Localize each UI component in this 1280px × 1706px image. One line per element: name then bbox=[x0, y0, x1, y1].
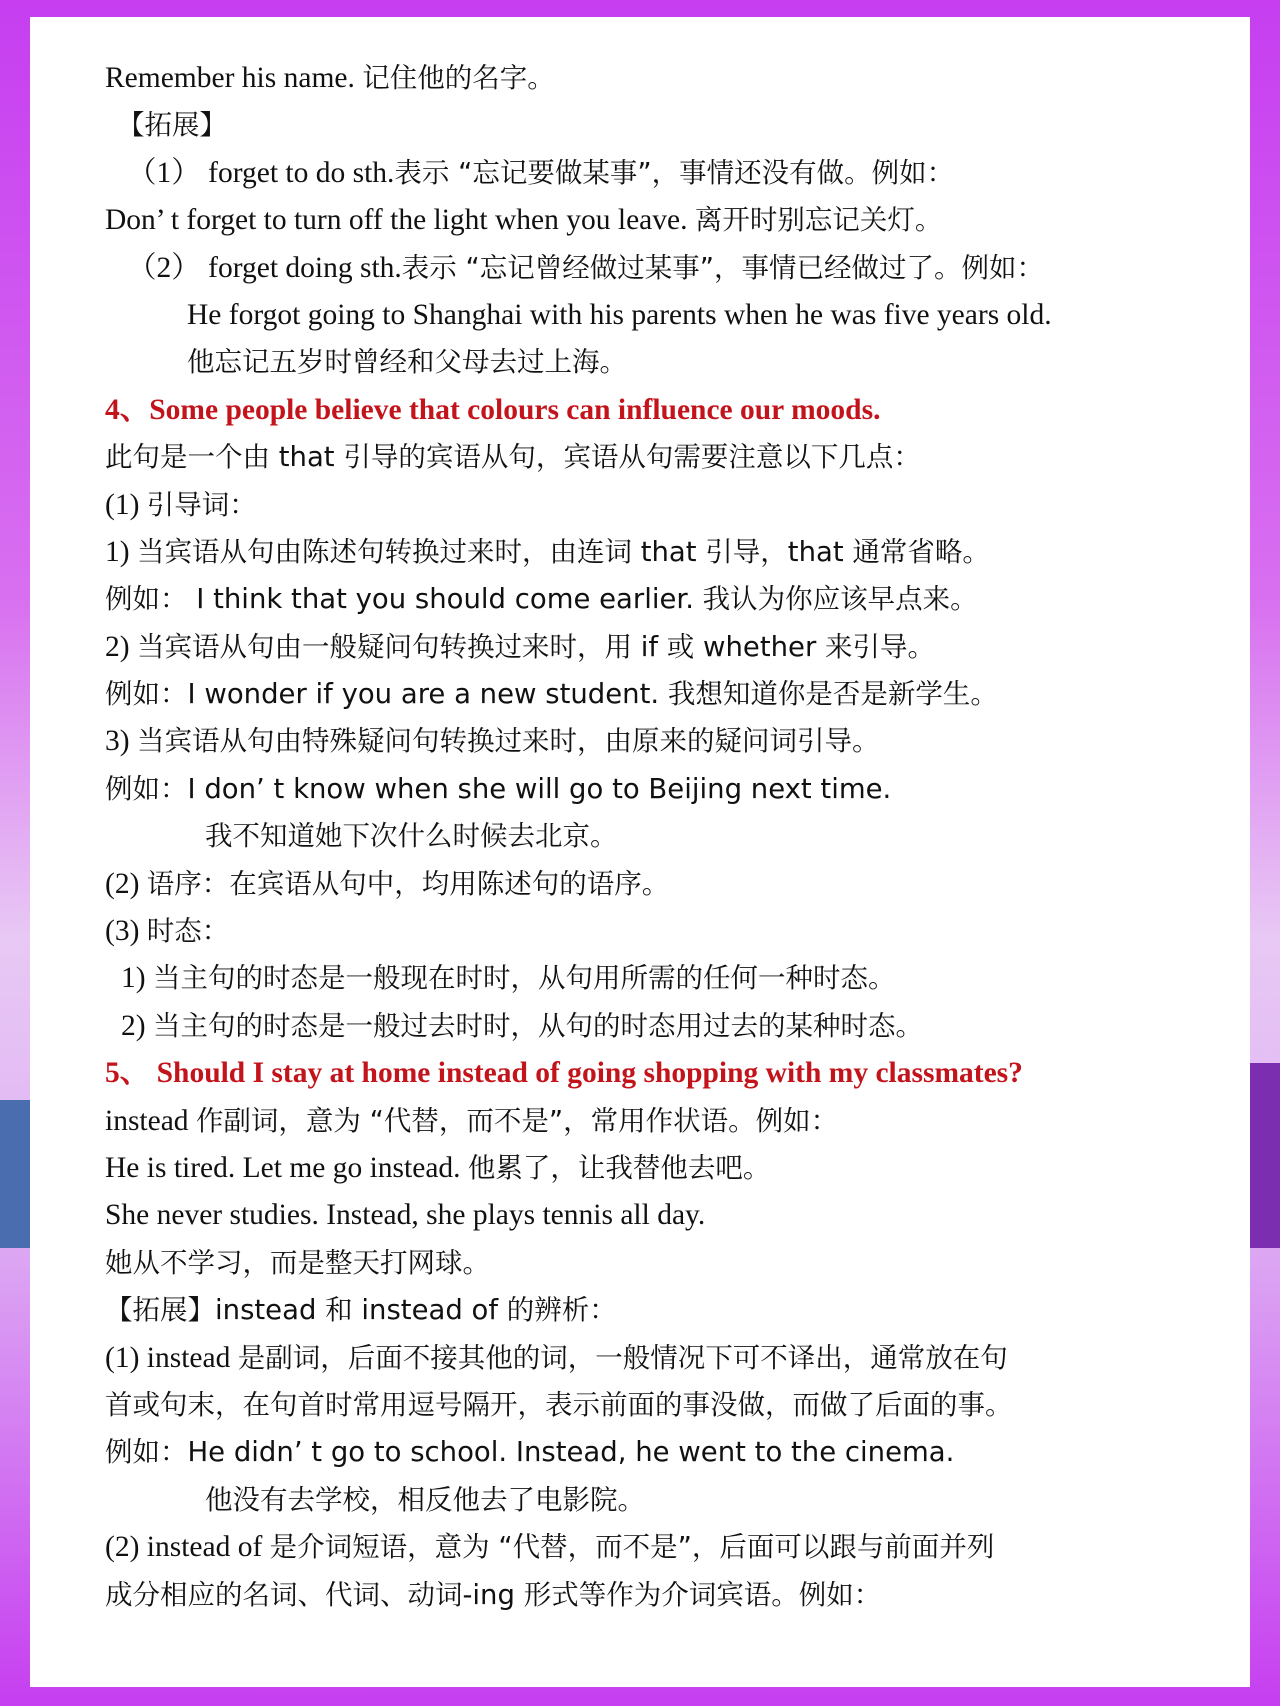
text-line: instead 作副词，意为 “代替，而不是”，常用作状语。例如： bbox=[105, 1104, 839, 1137]
text-line: 首或句末，在句首时常用逗号隔开，表示前面的事没做，而做了后面的事。 bbox=[105, 1388, 1013, 1421]
document-body bbox=[105, 55, 1225, 1619]
text-line: （1） forget to do sth.表示 “忘记要做某事”，事情还没有做。例如： bbox=[127, 156, 955, 189]
text-line: 3) 当宾语从句由特殊疑问句转换过来时，由原来的疑问词引导。 bbox=[105, 725, 880, 758]
text-line: 1) 当主句的时态是一般现在时时，从句用所需的任何一种时态。 bbox=[121, 962, 896, 995]
text-line: 2) 当宾语从句由一般疑问句转换过来时，用 if 或 whether 来引导。 bbox=[105, 630, 936, 663]
section-heading-4: 4、Some people believe that colours can influence our moods. bbox=[105, 393, 881, 426]
text-line: She never studies. Instead, she plays tennis all day. bbox=[105, 1199, 706, 1232]
text-line: (2) instead of 是介词短语，意为 “代替，而不是”，后面可以跟与前面并列 bbox=[105, 1531, 995, 1564]
document-page bbox=[30, 17, 1250, 1687]
text-line: He is tired. Let me go instead. 他累了，让我替他去吧。 bbox=[105, 1151, 771, 1184]
text-line: 2) 当主句的时态是一般过去时时，从句的时态用过去的某种时态。 bbox=[121, 1009, 923, 1042]
text-line: 他没有去学校，相反他去了电影院。 bbox=[205, 1483, 645, 1516]
text-line: 例如： I think that you should come earlier. 我认为你应该早点来。 bbox=[105, 583, 978, 616]
text-line: 她从不学习，而是整天打网球。 bbox=[105, 1246, 490, 1279]
text-line: (1) 引导词： bbox=[105, 488, 257, 521]
text-line: He forgot going to Shanghai with his parents when he was five years old. bbox=[187, 298, 1052, 331]
text-line: 例如：I wonder if you are a new student. 我想知道你是否是新学生。 bbox=[105, 678, 998, 711]
text-line: Don’ t forget to turn off the light when you leave. 离开时别忘记关灯。 bbox=[105, 204, 943, 237]
text-line: 【拓展】instead 和 instead of 的辨析： bbox=[105, 1294, 617, 1327]
section-heading-5: 5、 Should I stay at home instead of going shopping with my classmates? bbox=[105, 1057, 1023, 1090]
left-edge-tab bbox=[0, 1100, 30, 1248]
text-line: 他忘记五岁时曾经和父母去过上海。 bbox=[187, 346, 627, 379]
text-line: 例如：I don’ t know when she will go to Beijing next time. bbox=[105, 772, 892, 805]
text-line: 【拓展】 bbox=[117, 109, 227, 142]
text-line: (1) instead 是副词，后面不接其他的词，一般情况下可不译出，通常放在句 bbox=[105, 1341, 1008, 1374]
text-line: 1) 当宾语从句由陈述句转换过来时，由连词 that 引导，that 通常省略。 bbox=[105, 535, 990, 568]
text-line: (2) 语序：在宾语从句中，均用陈述句的语序。 bbox=[105, 867, 670, 900]
text-line: Remember his name. 记住他的名字。 bbox=[105, 62, 555, 94]
text-line: 例如：He didn’ t go to school. Instead, he went to the cinema. bbox=[105, 1436, 955, 1469]
text-line: （2） forget doing sth.表示 “忘记曾经做过某事”，事情已经做过了。例如： bbox=[127, 251, 1045, 284]
text-line: (3) 时态： bbox=[105, 915, 230, 948]
text-line: 我不知道她下次什么时候去北京。 bbox=[205, 820, 618, 853]
text-line: 此句是一个由 that 引导的宾语从句，宾语从句需要注意以下几点： bbox=[105, 441, 921, 474]
text-line: 成分相应的名词、代词、动词-ing 形式等作为介词宾语。例如： bbox=[105, 1578, 882, 1611]
